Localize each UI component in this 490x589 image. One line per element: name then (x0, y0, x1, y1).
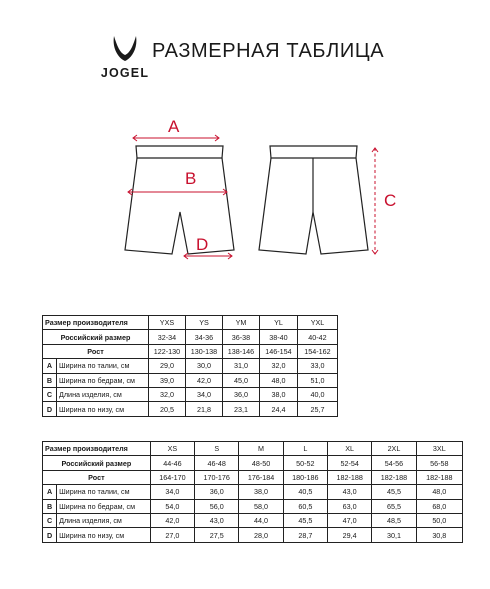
ru-size-value: 52-54 (328, 456, 372, 470)
measurement-value: 28,0 (239, 528, 283, 542)
ru-size-value: 38-40 (260, 330, 298, 344)
measurement-value: 48,5 (372, 513, 416, 527)
ru-size-value: 48-50 (239, 456, 283, 470)
measurement-value: 43,0 (195, 513, 239, 527)
measurement-value: 39,0 (149, 373, 186, 387)
measurement-value: 40,5 (283, 485, 327, 499)
measurement-value: 38,0 (239, 485, 283, 499)
measurement-value: 32,0 (260, 359, 298, 373)
measurement-label: Ширина по бедрам, см (57, 499, 151, 513)
height-value: 182-188 (328, 470, 372, 484)
measure-c-arrow-bottom (372, 250, 378, 254)
measurement-row (43, 499, 463, 513)
ru-size-label: Российский размер (43, 330, 149, 344)
measurement-value: 30,1 (372, 528, 416, 542)
measurement-value: 48,0 (260, 373, 298, 387)
size-header-row (43, 316, 338, 330)
ru-size-row (43, 456, 463, 470)
measurement-value: 60,5 (283, 499, 327, 513)
measurement-value: 51,0 (298, 373, 338, 387)
height-row (43, 344, 338, 358)
measurement-value: 32,0 (149, 387, 186, 401)
measurement-letter: C (43, 387, 57, 401)
measurement-value: 25,7 (298, 402, 338, 416)
height-value: 180-186 (283, 470, 327, 484)
size-table-youth (42, 315, 338, 417)
measurement-value: 27,0 (150, 528, 194, 542)
label-b: B (185, 169, 197, 188)
measurement-label: Ширина по низу, см (57, 402, 149, 416)
height-value: 176-184 (239, 470, 283, 484)
measurement-value: 47,0 (328, 513, 372, 527)
measurement-row (43, 513, 463, 527)
height-value: 182-188 (416, 470, 462, 484)
measurement-label: Ширина по низу, см (57, 528, 151, 542)
label-c: C (384, 191, 397, 210)
measurement-label: Ширина по талии, см (57, 359, 149, 373)
measurement-value: 42,0 (186, 373, 223, 387)
height-value: 164-170 (150, 470, 194, 484)
measurement-value: 63,0 (328, 499, 372, 513)
height-value: 146-154 (260, 344, 298, 358)
manufacturer-size-label: Размер производителя (43, 442, 151, 456)
measurement-value: 30,8 (416, 528, 462, 542)
measurement-value: 42,0 (150, 513, 194, 527)
size-code: M (239, 442, 283, 456)
height-row (43, 470, 463, 484)
ru-size-value: 36-38 (223, 330, 260, 344)
measurement-value: 45,5 (372, 485, 416, 499)
measurement-value: 36,0 (195, 485, 239, 499)
measurement-label: Ширина по бедрам, см (57, 373, 149, 387)
measurement-label: Ширина по талии, см (57, 485, 151, 499)
measurement-row (43, 528, 463, 542)
measurement-letter: C (43, 513, 57, 527)
measurement-value: 27,5 (195, 528, 239, 542)
ru-size-row (43, 330, 338, 344)
size-table-adult (42, 441, 463, 543)
size-code: YS (186, 316, 223, 330)
measurement-letter: B (43, 499, 57, 513)
measurement-row (43, 387, 338, 401)
measurement-label: Длина изделия, см (57, 513, 151, 527)
measurement-value: 30,0 (186, 359, 223, 373)
ru-size-label: Российский размер (43, 456, 151, 470)
size-code: YM (223, 316, 260, 330)
shorts-diagram (0, 100, 490, 300)
measurement-row (43, 402, 338, 416)
measurement-value: 65,5 (372, 499, 416, 513)
measurement-value: 20,5 (149, 402, 186, 416)
measurement-value: 36,0 (223, 387, 260, 401)
measurement-value: 24,4 (260, 402, 298, 416)
measurement-value: 33,0 (298, 359, 338, 373)
height-value: 122-130 (149, 344, 186, 358)
size-code: L (283, 442, 327, 456)
measurement-value: 43,0 (328, 485, 372, 499)
ru-size-value: 54-56 (372, 456, 416, 470)
height-label: Рост (43, 344, 149, 358)
measurement-value: 34,0 (150, 485, 194, 499)
height-value: 170-176 (195, 470, 239, 484)
height-value: 154-162 (298, 344, 338, 358)
height-value: 182-188 (372, 470, 416, 484)
measurement-value: 48,0 (416, 485, 462, 499)
size-code: XS (150, 442, 194, 456)
measurement-value: 31,0 (223, 359, 260, 373)
measurement-value: 38,0 (260, 387, 298, 401)
measurement-row (43, 485, 463, 499)
measurement-value: 40,0 (298, 387, 338, 401)
page-title: РАЗМЕРНАЯ ТАБЛИЦА (152, 40, 385, 62)
measurement-value: 56,0 (195, 499, 239, 513)
height-value: 138-146 (223, 344, 260, 358)
ru-size-value: 40-42 (298, 330, 338, 344)
size-code: XL (328, 442, 372, 456)
label-d: D (196, 235, 209, 254)
measurement-letter: B (43, 373, 57, 387)
ru-size-value: 34-36 (186, 330, 223, 344)
ru-size-value: 32-34 (149, 330, 186, 344)
manufacturer-size-label: Размер производителя (43, 316, 149, 330)
measurement-value: 54,0 (150, 499, 194, 513)
brand-name: JOGEL (100, 66, 150, 80)
ru-size-value: 56-58 (416, 456, 462, 470)
ru-size-value: 50-52 (283, 456, 327, 470)
label-a: A (168, 117, 180, 136)
shorts-back-view (259, 146, 368, 254)
measurement-value: 45,5 (283, 513, 327, 527)
measurement-value: 58,0 (239, 499, 283, 513)
measurement-value: 44,0 (239, 513, 283, 527)
measurement-value: 23,1 (223, 402, 260, 416)
measurement-lines (128, 135, 378, 259)
measurement-row (43, 373, 338, 387)
ru-size-value: 46-48 (195, 456, 239, 470)
measurement-value: 45,0 (223, 373, 260, 387)
measurement-letter: D (43, 528, 57, 542)
size-header-row (43, 442, 463, 456)
height-value: 130-138 (186, 344, 223, 358)
measurement-value: 34,0 (186, 387, 223, 401)
ru-size-value: 44-46 (150, 456, 194, 470)
measurement-value: 21,8 (186, 402, 223, 416)
measurement-value: 29,4 (328, 528, 372, 542)
measurement-row (43, 359, 338, 373)
measurement-value: 28,7 (283, 528, 327, 542)
size-code: YXL (298, 316, 338, 330)
size-code: S (195, 442, 239, 456)
size-code: 2XL (372, 442, 416, 456)
measurement-value: 68,0 (416, 499, 462, 513)
shorts-front-view (125, 146, 234, 254)
measurement-label: Длина изделия, см (57, 387, 149, 401)
size-code: 3XL (416, 442, 462, 456)
size-code: YXS (149, 316, 186, 330)
measurement-value: 29,0 (149, 359, 186, 373)
measurement-value: 50,0 (416, 513, 462, 527)
measurement-letter: D (43, 402, 57, 416)
measurement-letter: A (43, 485, 57, 499)
measurement-letter: A (43, 359, 57, 373)
height-label: Рост (43, 470, 151, 484)
size-code: YL (260, 316, 298, 330)
